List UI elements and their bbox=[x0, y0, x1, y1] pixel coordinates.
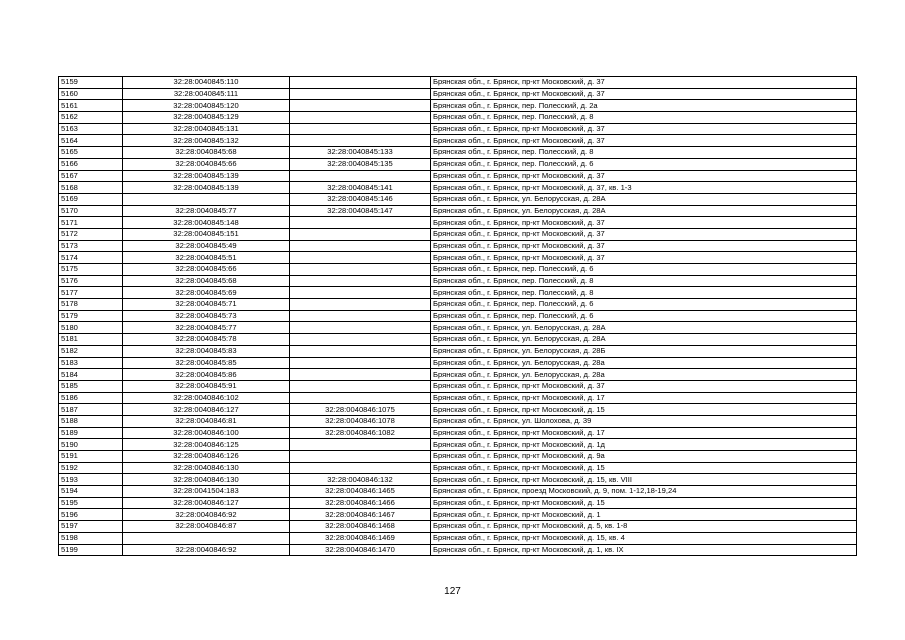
row-number-cell: 5169 bbox=[59, 193, 123, 205]
table-row bbox=[59, 217, 857, 229]
linked-cadastral-number-cell bbox=[290, 135, 431, 147]
row-number-cell: 5162 bbox=[59, 112, 123, 124]
linked-cadastral-number-cell bbox=[290, 310, 431, 322]
cadastral-number-cell: 32:28:0040845:148 bbox=[123, 217, 290, 229]
cadastral-number-cell bbox=[123, 193, 290, 205]
address-cell: Брянская обл., г. Брянск, пр-кт Московский, д. 1 bbox=[431, 509, 857, 521]
table-row bbox=[59, 193, 857, 205]
linked-cadastral-number-cell: 32:28:0040846:1467 bbox=[290, 509, 431, 521]
table-row bbox=[59, 287, 857, 299]
table-row bbox=[59, 345, 857, 357]
address-cell: Брянская обл., г. Брянск, пер. Полесский, д. 6 bbox=[431, 264, 857, 276]
table-row bbox=[59, 334, 857, 346]
table-row bbox=[59, 158, 857, 170]
linked-cadastral-number-cell bbox=[290, 369, 431, 381]
row-number-cell: 5182 bbox=[59, 345, 123, 357]
linked-cadastral-number-cell bbox=[290, 322, 431, 334]
cadastral-number-cell: 32:28:0040845:66 bbox=[123, 158, 290, 170]
linked-cadastral-number-cell: 32:28:0040846:1465 bbox=[290, 486, 431, 498]
table-row bbox=[59, 100, 857, 112]
address-cell: Брянская обл., г. Брянск, пр-кт Московский, д. 17 bbox=[431, 427, 857, 439]
linked-cadastral-number-cell: 32:28:0040846:132 bbox=[290, 474, 431, 486]
cadastral-number-cell bbox=[123, 532, 290, 544]
row-number-cell: 5192 bbox=[59, 462, 123, 474]
linked-cadastral-number-cell bbox=[290, 357, 431, 369]
table-row bbox=[59, 88, 857, 100]
table-row bbox=[59, 427, 857, 439]
address-cell: Брянская обл., г. Брянск, пр-кт Московский, д. 1д bbox=[431, 439, 857, 451]
row-number-cell: 5183 bbox=[59, 357, 123, 369]
row-number-cell: 5198 bbox=[59, 532, 123, 544]
cadastral-number-cell: 32:28:0040845:83 bbox=[123, 345, 290, 357]
table-row bbox=[59, 380, 857, 392]
address-cell: Брянская обл., г. Брянск, пр-кт Московский, д. 9а bbox=[431, 451, 857, 463]
cadastral-table bbox=[58, 76, 857, 556]
address-cell: Брянская обл., г. Брянск, ул. Белорусская, д. 28а bbox=[431, 369, 857, 381]
cadastral-number-cell: 32:28:0040845:132 bbox=[123, 135, 290, 147]
cadastral-number-cell: 32:28:0040845:111 bbox=[123, 88, 290, 100]
row-number-cell: 5179 bbox=[59, 310, 123, 322]
row-number-cell: 5187 bbox=[59, 404, 123, 416]
cadastral-number-cell: 32:28:0040846:127 bbox=[123, 404, 290, 416]
cadastral-number-cell: 32:28:0040845:49 bbox=[123, 240, 290, 252]
row-number-cell: 5176 bbox=[59, 275, 123, 287]
cadastral-number-cell: 32:28:0040846:81 bbox=[123, 415, 290, 427]
linked-cadastral-number-cell bbox=[290, 170, 431, 182]
address-cell: Брянская обл., г. Брянск, пр-кт Московский, д. 37 bbox=[431, 228, 857, 240]
linked-cadastral-number-cell: 32:28:0040845:133 bbox=[290, 147, 431, 159]
table-body bbox=[59, 77, 857, 556]
address-cell: Брянская обл., г. Брянск, пер. Полесский, д. 6 bbox=[431, 299, 857, 311]
cadastral-number-cell: 32:28:0040846:130 bbox=[123, 462, 290, 474]
table-row bbox=[59, 147, 857, 159]
table-row bbox=[59, 182, 857, 194]
address-cell: Брянская обл., г. Брянск, пр-кт Московский, д. 15 bbox=[431, 404, 857, 416]
linked-cadastral-number-cell: 32:28:0040846:1470 bbox=[290, 544, 431, 556]
cadastral-number-cell: 32:28:0040845:51 bbox=[123, 252, 290, 264]
row-number-cell: 5166 bbox=[59, 158, 123, 170]
table-row bbox=[59, 474, 857, 486]
cadastral-number-cell: 32:28:0040845:68 bbox=[123, 147, 290, 159]
address-cell: Брянская обл., г. Брянск, пр-кт Московский, д. 15, кв. VIII bbox=[431, 474, 857, 486]
cadastral-number-cell: 32:28:0040845:69 bbox=[123, 287, 290, 299]
linked-cadastral-number-cell bbox=[290, 439, 431, 451]
linked-cadastral-number-cell bbox=[290, 228, 431, 240]
row-number-cell: 5186 bbox=[59, 392, 123, 404]
address-cell: Брянская обл., г. Брянск, пр-кт Московский, д. 37 bbox=[431, 88, 857, 100]
address-cell: Брянская обл., г. Брянск, пер. Полесский, д. 2а bbox=[431, 100, 857, 112]
linked-cadastral-number-cell bbox=[290, 380, 431, 392]
row-number-cell: 5199 bbox=[59, 544, 123, 556]
row-number-cell: 5161 bbox=[59, 100, 123, 112]
address-cell: Брянская обл., г. Брянск, пр-кт Московский, д. 37 bbox=[431, 170, 857, 182]
linked-cadastral-number-cell: 32:28:0040845:147 bbox=[290, 205, 431, 217]
linked-cadastral-number-cell: 32:28:0040845:146 bbox=[290, 193, 431, 205]
table-row bbox=[59, 240, 857, 252]
linked-cadastral-number-cell bbox=[290, 451, 431, 463]
address-cell: Брянская обл., г. Брянск, пр-кт Московский, д. 15 bbox=[431, 497, 857, 509]
linked-cadastral-number-cell bbox=[290, 462, 431, 474]
table-row bbox=[59, 497, 857, 509]
cadastral-number-cell: 32:28:0040845:131 bbox=[123, 123, 290, 135]
linked-cadastral-number-cell bbox=[290, 77, 431, 89]
linked-cadastral-number-cell: 32:28:0040846:1082 bbox=[290, 427, 431, 439]
row-number-cell: 5163 bbox=[59, 123, 123, 135]
row-number-cell: 5160 bbox=[59, 88, 123, 100]
table-row bbox=[59, 451, 857, 463]
address-cell: Брянская обл., г. Брянск, пер. Полесский, д. 8 bbox=[431, 287, 857, 299]
address-cell: Брянская обл., г. Брянск, пер. Полесский, д. 8 bbox=[431, 275, 857, 287]
table-row bbox=[59, 357, 857, 369]
address-cell: Брянская обл., г. Брянск, пр-кт Московский, д. 5, кв. 1-8 bbox=[431, 521, 857, 533]
address-cell: Брянская обл., г. Брянск, пр-кт Московский, д. 37, кв. 1-3 bbox=[431, 182, 857, 194]
row-number-cell: 5167 bbox=[59, 170, 123, 182]
table-row bbox=[59, 462, 857, 474]
row-number-cell: 5194 bbox=[59, 486, 123, 498]
table-row bbox=[59, 404, 857, 416]
cadastral-number-cell: 32:28:0040845:129 bbox=[123, 112, 290, 124]
cadastral-number-cell: 32:28:0040845:73 bbox=[123, 310, 290, 322]
cadastral-number-cell: 32:28:0040846:125 bbox=[123, 439, 290, 451]
address-cell: Брянская обл., г. Брянск, пр-кт Московский, д. 37 bbox=[431, 252, 857, 264]
address-cell: Брянская обл., г. Брянск, ул. Белорусская, д. 28А bbox=[431, 205, 857, 217]
table-row bbox=[59, 439, 857, 451]
cadastral-number-cell: 32:28:0040846:92 bbox=[123, 544, 290, 556]
address-cell: Брянская обл., г. Брянск, пер. Полесский, д. 8 bbox=[431, 147, 857, 159]
cadastral-number-cell: 32:28:0040846:100 bbox=[123, 427, 290, 439]
linked-cadastral-number-cell bbox=[290, 392, 431, 404]
row-number-cell: 5195 bbox=[59, 497, 123, 509]
linked-cadastral-number-cell: 32:28:0040845:141 bbox=[290, 182, 431, 194]
address-cell: Брянская обл., г. Брянск, пр-кт Московский, д. 37 bbox=[431, 123, 857, 135]
cadastral-number-cell: 32:28:0040845:139 bbox=[123, 182, 290, 194]
address-cell: Брянская обл., г. Брянск, проезд Московский, д. 9, пом. 1-12,18-19,24 bbox=[431, 486, 857, 498]
linked-cadastral-number-cell bbox=[290, 240, 431, 252]
address-cell: Брянская обл., г. Брянск, пр-кт Московский, д. 37 bbox=[431, 380, 857, 392]
linked-cadastral-number-cell: 32:28:0040846:1466 bbox=[290, 497, 431, 509]
address-cell: Брянская обл., г. Брянск, ул. Белорусская, д. 28А bbox=[431, 322, 857, 334]
linked-cadastral-number-cell: 32:28:0040846:1468 bbox=[290, 521, 431, 533]
linked-cadastral-number-cell bbox=[290, 252, 431, 264]
row-number-cell: 5189 bbox=[59, 427, 123, 439]
row-number-cell: 5178 bbox=[59, 299, 123, 311]
address-cell: Брянская обл., г. Брянск, ул. Белорусская, д. 28А bbox=[431, 193, 857, 205]
row-number-cell: 5174 bbox=[59, 252, 123, 264]
linked-cadastral-number-cell bbox=[290, 345, 431, 357]
address-cell: Брянская обл., г. Брянск, пр-кт Московский, д. 17 bbox=[431, 392, 857, 404]
row-number-cell: 5170 bbox=[59, 205, 123, 217]
table-row bbox=[59, 275, 857, 287]
table-row bbox=[59, 228, 857, 240]
table-row bbox=[59, 532, 857, 544]
cadastral-number-cell: 32:28:0040845:120 bbox=[123, 100, 290, 112]
address-cell: Брянская обл., г. Брянск, пр-кт Московский, д. 37 bbox=[431, 135, 857, 147]
linked-cadastral-number-cell bbox=[290, 275, 431, 287]
address-cell: Брянская обл., г. Брянск, ул. Белорусская, д. 28А bbox=[431, 334, 857, 346]
linked-cadastral-number-cell bbox=[290, 334, 431, 346]
cadastral-number-cell: 32:28:0041504:183 bbox=[123, 486, 290, 498]
linked-cadastral-number-cell: 32:28:0040846:1078 bbox=[290, 415, 431, 427]
address-cell: Брянская обл., г. Брянск, пр-кт Московский, д. 37 bbox=[431, 77, 857, 89]
table-row bbox=[59, 299, 857, 311]
row-number-cell: 5181 bbox=[59, 334, 123, 346]
table-row bbox=[59, 123, 857, 135]
row-number-cell: 5175 bbox=[59, 264, 123, 276]
address-cell: Брянская обл., г. Брянск, пер. Полесский, д. 6 bbox=[431, 158, 857, 170]
cadastral-number-cell: 32:28:0040845:151 bbox=[123, 228, 290, 240]
row-number-cell: 5190 bbox=[59, 439, 123, 451]
table-row bbox=[59, 415, 857, 427]
table-row bbox=[59, 509, 857, 521]
cadastral-number-cell: 32:28:0040845:71 bbox=[123, 299, 290, 311]
linked-cadastral-number-cell bbox=[290, 264, 431, 276]
address-cell: Брянская обл., г. Брянск, пр-кт Московский, д. 15, кв. 4 bbox=[431, 532, 857, 544]
row-number-cell: 5184 bbox=[59, 369, 123, 381]
cadastral-number-cell: 32:28:0040845:68 bbox=[123, 275, 290, 287]
table-row bbox=[59, 252, 857, 264]
cadastral-number-cell: 32:28:0040846:130 bbox=[123, 474, 290, 486]
table-row bbox=[59, 205, 857, 217]
page-number: 127 bbox=[444, 586, 461, 597]
cadastral-number-cell: 32:28:0040846:87 bbox=[123, 521, 290, 533]
linked-cadastral-number-cell bbox=[290, 88, 431, 100]
row-number-cell: 5196 bbox=[59, 509, 123, 521]
address-cell: Брянская обл., г. Брянск, пер. Полесский, д. 8 bbox=[431, 112, 857, 124]
row-number-cell: 5185 bbox=[59, 380, 123, 392]
linked-cadastral-number-cell bbox=[290, 287, 431, 299]
table-row bbox=[59, 544, 857, 556]
row-number-cell: 5168 bbox=[59, 182, 123, 194]
linked-cadastral-number-cell bbox=[290, 100, 431, 112]
table-row bbox=[59, 486, 857, 498]
address-cell: Брянская обл., г. Брянск, пр-кт Московский, д. 37 bbox=[431, 217, 857, 229]
row-number-cell: 5172 bbox=[59, 228, 123, 240]
cadastral-number-cell: 32:28:0040846:126 bbox=[123, 451, 290, 463]
cadastral-number-cell: 32:28:0040846:92 bbox=[123, 509, 290, 521]
address-cell: Брянская обл., г. Брянск, пр-кт Московский, д. 37 bbox=[431, 240, 857, 252]
address-cell: Брянская обл., г. Брянск, пер. Полесский, д. 6 bbox=[431, 310, 857, 322]
row-number-cell: 5177 bbox=[59, 287, 123, 299]
cadastral-number-cell: 32:28:0040845:91 bbox=[123, 380, 290, 392]
row-number-cell: 5159 bbox=[59, 77, 123, 89]
table-row bbox=[59, 77, 857, 89]
linked-cadastral-number-cell bbox=[290, 112, 431, 124]
row-number-cell: 5164 bbox=[59, 135, 123, 147]
linked-cadastral-number-cell bbox=[290, 299, 431, 311]
linked-cadastral-number-cell: 32:28:0040846:1075 bbox=[290, 404, 431, 416]
table-row bbox=[59, 170, 857, 182]
address-cell: Брянская обл., г. Брянск, ул. Белорусская, д. 28Б bbox=[431, 345, 857, 357]
table-row bbox=[59, 310, 857, 322]
table-row bbox=[59, 135, 857, 147]
row-number-cell: 5188 bbox=[59, 415, 123, 427]
cadastral-number-cell: 32:28:0040845:110 bbox=[123, 77, 290, 89]
row-number-cell: 5171 bbox=[59, 217, 123, 229]
table-row bbox=[59, 112, 857, 124]
cadastral-number-cell: 32:28:0040845:66 bbox=[123, 264, 290, 276]
address-cell: Брянская обл., г. Брянск, пр-кт Московский, д. 1, кв. IX bbox=[431, 544, 857, 556]
cadastral-number-cell: 32:28:0040846:102 bbox=[123, 392, 290, 404]
row-number-cell: 5180 bbox=[59, 322, 123, 334]
table-row bbox=[59, 264, 857, 276]
cadastral-number-cell: 32:28:0040845:139 bbox=[123, 170, 290, 182]
table-row bbox=[59, 322, 857, 334]
row-number-cell: 5191 bbox=[59, 451, 123, 463]
cadastral-number-cell: 32:28:0040845:78 bbox=[123, 334, 290, 346]
cadastral-number-cell: 32:28:0040845:86 bbox=[123, 369, 290, 381]
linked-cadastral-number-cell: 32:28:0040846:1469 bbox=[290, 532, 431, 544]
address-cell: Брянская обл., г. Брянск, пр-кт Московский, д. 15 bbox=[431, 462, 857, 474]
table-row bbox=[59, 369, 857, 381]
row-number-cell: 5173 bbox=[59, 240, 123, 252]
row-number-cell: 5165 bbox=[59, 147, 123, 159]
cadastral-number-cell: 32:28:0040845:85 bbox=[123, 357, 290, 369]
cadastral-number-cell: 32:28:0040845:77 bbox=[123, 205, 290, 217]
linked-cadastral-number-cell: 32:28:0040845:135 bbox=[290, 158, 431, 170]
row-number-cell: 5193 bbox=[59, 474, 123, 486]
table-row bbox=[59, 392, 857, 404]
row-number-cell: 5197 bbox=[59, 521, 123, 533]
cadastral-number-cell: 32:28:0040846:127 bbox=[123, 497, 290, 509]
linked-cadastral-number-cell bbox=[290, 217, 431, 229]
linked-cadastral-number-cell bbox=[290, 123, 431, 135]
address-cell: Брянская обл., г. Брянск, ул. Шолохова, д. 39 bbox=[431, 415, 857, 427]
table-row bbox=[59, 521, 857, 533]
address-cell: Брянская обл., г. Брянск, ул. Белорусская, д. 28а bbox=[431, 357, 857, 369]
cadastral-number-cell: 32:28:0040845:77 bbox=[123, 322, 290, 334]
